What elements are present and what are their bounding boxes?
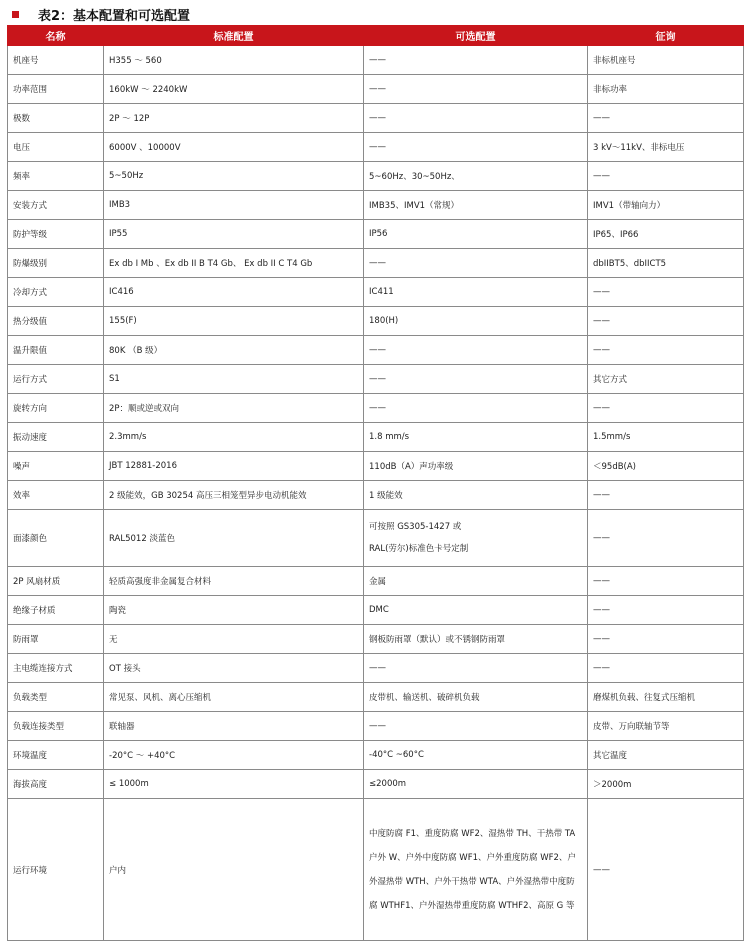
cell-optional: —— [364, 133, 588, 162]
cell-inquiry: —— [588, 336, 744, 365]
cell-standard: IP55 [104, 220, 364, 249]
cell-optional: IMB35、IMV1（常规） [364, 191, 588, 220]
table-row [8, 510, 744, 567]
table-row [8, 307, 744, 336]
table-row [8, 423, 744, 452]
cell-name: 防爆级别 [8, 249, 104, 278]
cell-name: 运行环境 [8, 799, 104, 941]
cell-optional: —— [364, 712, 588, 741]
table-row [8, 162, 744, 191]
table-row [8, 191, 744, 220]
table-row [8, 770, 744, 799]
cell-name: 频率 [8, 162, 104, 191]
cell-inquiry: 1.5mm/s [588, 423, 744, 452]
cell-name: 运行方式 [8, 365, 104, 394]
cell-optional: —— [364, 336, 588, 365]
cell-standard: ≤ 1000m [104, 770, 364, 799]
header-standard: 标准配置 [104, 26, 364, 46]
cell-standard: 155(F) [104, 307, 364, 336]
cell-optional: —— [364, 394, 588, 423]
cell-name: 振动速度 [8, 423, 104, 452]
cell-optional: -40°C ~60°C [364, 741, 588, 770]
cell-inquiry: —— [588, 654, 744, 683]
table-row [8, 365, 744, 394]
table-header-row [8, 26, 744, 46]
cell-inquiry: IMV1（带轴向力） [588, 191, 744, 220]
cell-inquiry: —— [588, 567, 744, 596]
cell-optional: —— [364, 654, 588, 683]
cell-inquiry: 皮带、万向联轴节等 [588, 712, 744, 741]
cell-standard: 2.3mm/s [104, 423, 364, 452]
cell-inquiry: —— [588, 510, 744, 567]
cell-name: 噪声 [8, 452, 104, 481]
cell-inquiry: ＜95dB(A) [588, 452, 744, 481]
table-caption [12, 4, 190, 24]
cell-standard: 2 级能效，GB 30254 高压三相笼型异步电动机能效 [104, 481, 364, 510]
cell-optional: 皮带机、输送机、破碎机负载 [364, 683, 588, 712]
cell-inquiry: dbIIBT5、dbIICT5 [588, 249, 744, 278]
cell-inquiry: 3 kV～11kV、非标电压 [588, 133, 744, 162]
cell-optional: ≤2000m [364, 770, 588, 799]
cell-optional: 180(H) [364, 307, 588, 336]
table-row [8, 596, 744, 625]
cell-inquiry: —— [588, 625, 744, 654]
cell-standard: RAL5012 淡蓝色 [104, 510, 364, 567]
cell-optional: —— [364, 46, 588, 75]
cell-name: 海拔高度 [8, 770, 104, 799]
cell-optional: IC411 [364, 278, 588, 307]
cell-optional: 110dB（A）声功率级 [364, 452, 588, 481]
cell-inquiry: —— [588, 162, 744, 191]
cell-name: 防护等级 [8, 220, 104, 249]
table-row [8, 625, 744, 654]
cell-inquiry: —— [588, 596, 744, 625]
table-row [8, 46, 744, 75]
cell-optional: 5~60Hz、30~50Hz、 [364, 162, 588, 191]
table-row [8, 452, 744, 481]
cell-optional: —— [364, 104, 588, 133]
cell-inquiry: 其它温度 [588, 741, 744, 770]
caption-bullet [12, 11, 19, 18]
header-inquiry: 征询 [588, 26, 744, 46]
table-row [8, 220, 744, 249]
cell-name: 电压 [8, 133, 104, 162]
config-table [7, 25, 744, 941]
cell-optional: 1.8 mm/s [364, 423, 588, 452]
cell-optional: DMC [364, 596, 588, 625]
table-row [8, 249, 744, 278]
cell-standard: 160kW ～ 2240kW [104, 75, 364, 104]
cell-standard: 80K （B 级） [104, 336, 364, 365]
cell-optional: —— [364, 365, 588, 394]
cell-standard: 陶瓷 [104, 596, 364, 625]
header-name: 名称 [8, 26, 104, 46]
cell-inquiry: ＞2000m [588, 770, 744, 799]
cell-standard: 6000V 、10000V [104, 133, 364, 162]
cell-standard: 5~50Hz [104, 162, 364, 191]
cell-inquiry: —— [588, 104, 744, 133]
cell-optional: 中度防腐 F1、重度防腐 WF2、湿热带 TH、干热带 TA 户外 W、户外中度防腐 WF1、户外重度防腐 WF2、户外湿热带 WTH、户外干热带 WTA、户外湿热带中度防腐 WTHF1、户外湿热带重度防腐 WTHF2、高原 G 等 [364, 799, 588, 941]
cell-standard: S1 [104, 365, 364, 394]
table-row [8, 799, 744, 941]
cell-name: 热分级值 [8, 307, 104, 336]
table-row [8, 712, 744, 741]
cell-name: 负载类型 [8, 683, 104, 712]
header-optional: 可选配置 [364, 26, 588, 46]
cell-inquiry: 非标机座号 [588, 46, 744, 75]
cell-inquiry: IP65、IP66 [588, 220, 744, 249]
table-row [8, 394, 744, 423]
cell-name: 极数 [8, 104, 104, 133]
cell-standard: 常见泵、风机、离心压缩机 [104, 683, 364, 712]
table-row [8, 567, 744, 596]
cell-optional: IP56 [364, 220, 588, 249]
cell-inquiry: —— [588, 481, 744, 510]
cell-inquiry: —— [588, 799, 744, 941]
cell-inquiry: —— [588, 278, 744, 307]
cell-name: 效率 [8, 481, 104, 510]
cell-name: 温升限值 [8, 336, 104, 365]
cell-name: 防雨罩 [8, 625, 104, 654]
cell-inquiry: 磨煤机负载、往复式压缩机 [588, 683, 744, 712]
cell-standard: OT 接头 [104, 654, 364, 683]
cell-standard: 户内 [104, 799, 364, 941]
table-row [8, 75, 744, 104]
cell-optional: 金属 [364, 567, 588, 596]
cell-name: 安装方式 [8, 191, 104, 220]
cell-name: 2P 风扇材质 [8, 567, 104, 596]
cell-name: 环境温度 [8, 741, 104, 770]
cell-standard: JBT 12881-2016 [104, 452, 364, 481]
table-row [8, 741, 744, 770]
cell-standard: IMB3 [104, 191, 364, 220]
cell-optional: 可按照 GS305-1427 或 RAL(劳尔)标准色卡号定制 [364, 510, 588, 567]
cell-standard: 2P ～ 12P [104, 104, 364, 133]
table-row [8, 683, 744, 712]
table-row [8, 133, 744, 162]
cell-standard: H355 ～ 560 [104, 46, 364, 75]
table-row [8, 654, 744, 683]
table-row [8, 481, 744, 510]
cell-name: 绝缘子材质 [8, 596, 104, 625]
cell-name: 功率范围 [8, 75, 104, 104]
cell-standard: 2P：顺或逆或双向 [104, 394, 364, 423]
cell-inquiry: 非标功率 [588, 75, 744, 104]
cell-standard: Ex db I Mb 、Ex db II B T4 Gb、 Ex db II C T4 Gb [104, 249, 364, 278]
cell-inquiry: 其它方式 [588, 365, 744, 394]
table-row [8, 104, 744, 133]
cell-inquiry: —— [588, 307, 744, 336]
cell-standard: 无 [104, 625, 364, 654]
table-body [8, 46, 744, 941]
cell-optional: 1 级能效 [364, 481, 588, 510]
cell-name: 主电缆连接方式 [8, 654, 104, 683]
cell-name: 面漆颜色 [8, 510, 104, 567]
table-title: 表2：基本配置和可选配置 [38, 8, 191, 24]
cell-name: 旋转方向 [8, 394, 104, 423]
cell-name: 冷却方式 [8, 278, 104, 307]
table-row [8, 278, 744, 307]
cell-optional: —— [364, 75, 588, 104]
cell-standard: -20°C ～ +40°C [104, 741, 364, 770]
cell-standard: 轻质高强度非金属复合材料 [104, 567, 364, 596]
cell-optional: 钢板防雨罩（默认）或不锈钢防雨罩 [364, 625, 588, 654]
cell-name: 负载连接类型 [8, 712, 104, 741]
table-row [8, 336, 744, 365]
cell-standard: 联轴器 [104, 712, 364, 741]
cell-inquiry: —— [588, 394, 744, 423]
cell-name: 机座号 [8, 46, 104, 75]
cell-optional: —— [364, 249, 588, 278]
cell-standard: IC416 [104, 278, 364, 307]
